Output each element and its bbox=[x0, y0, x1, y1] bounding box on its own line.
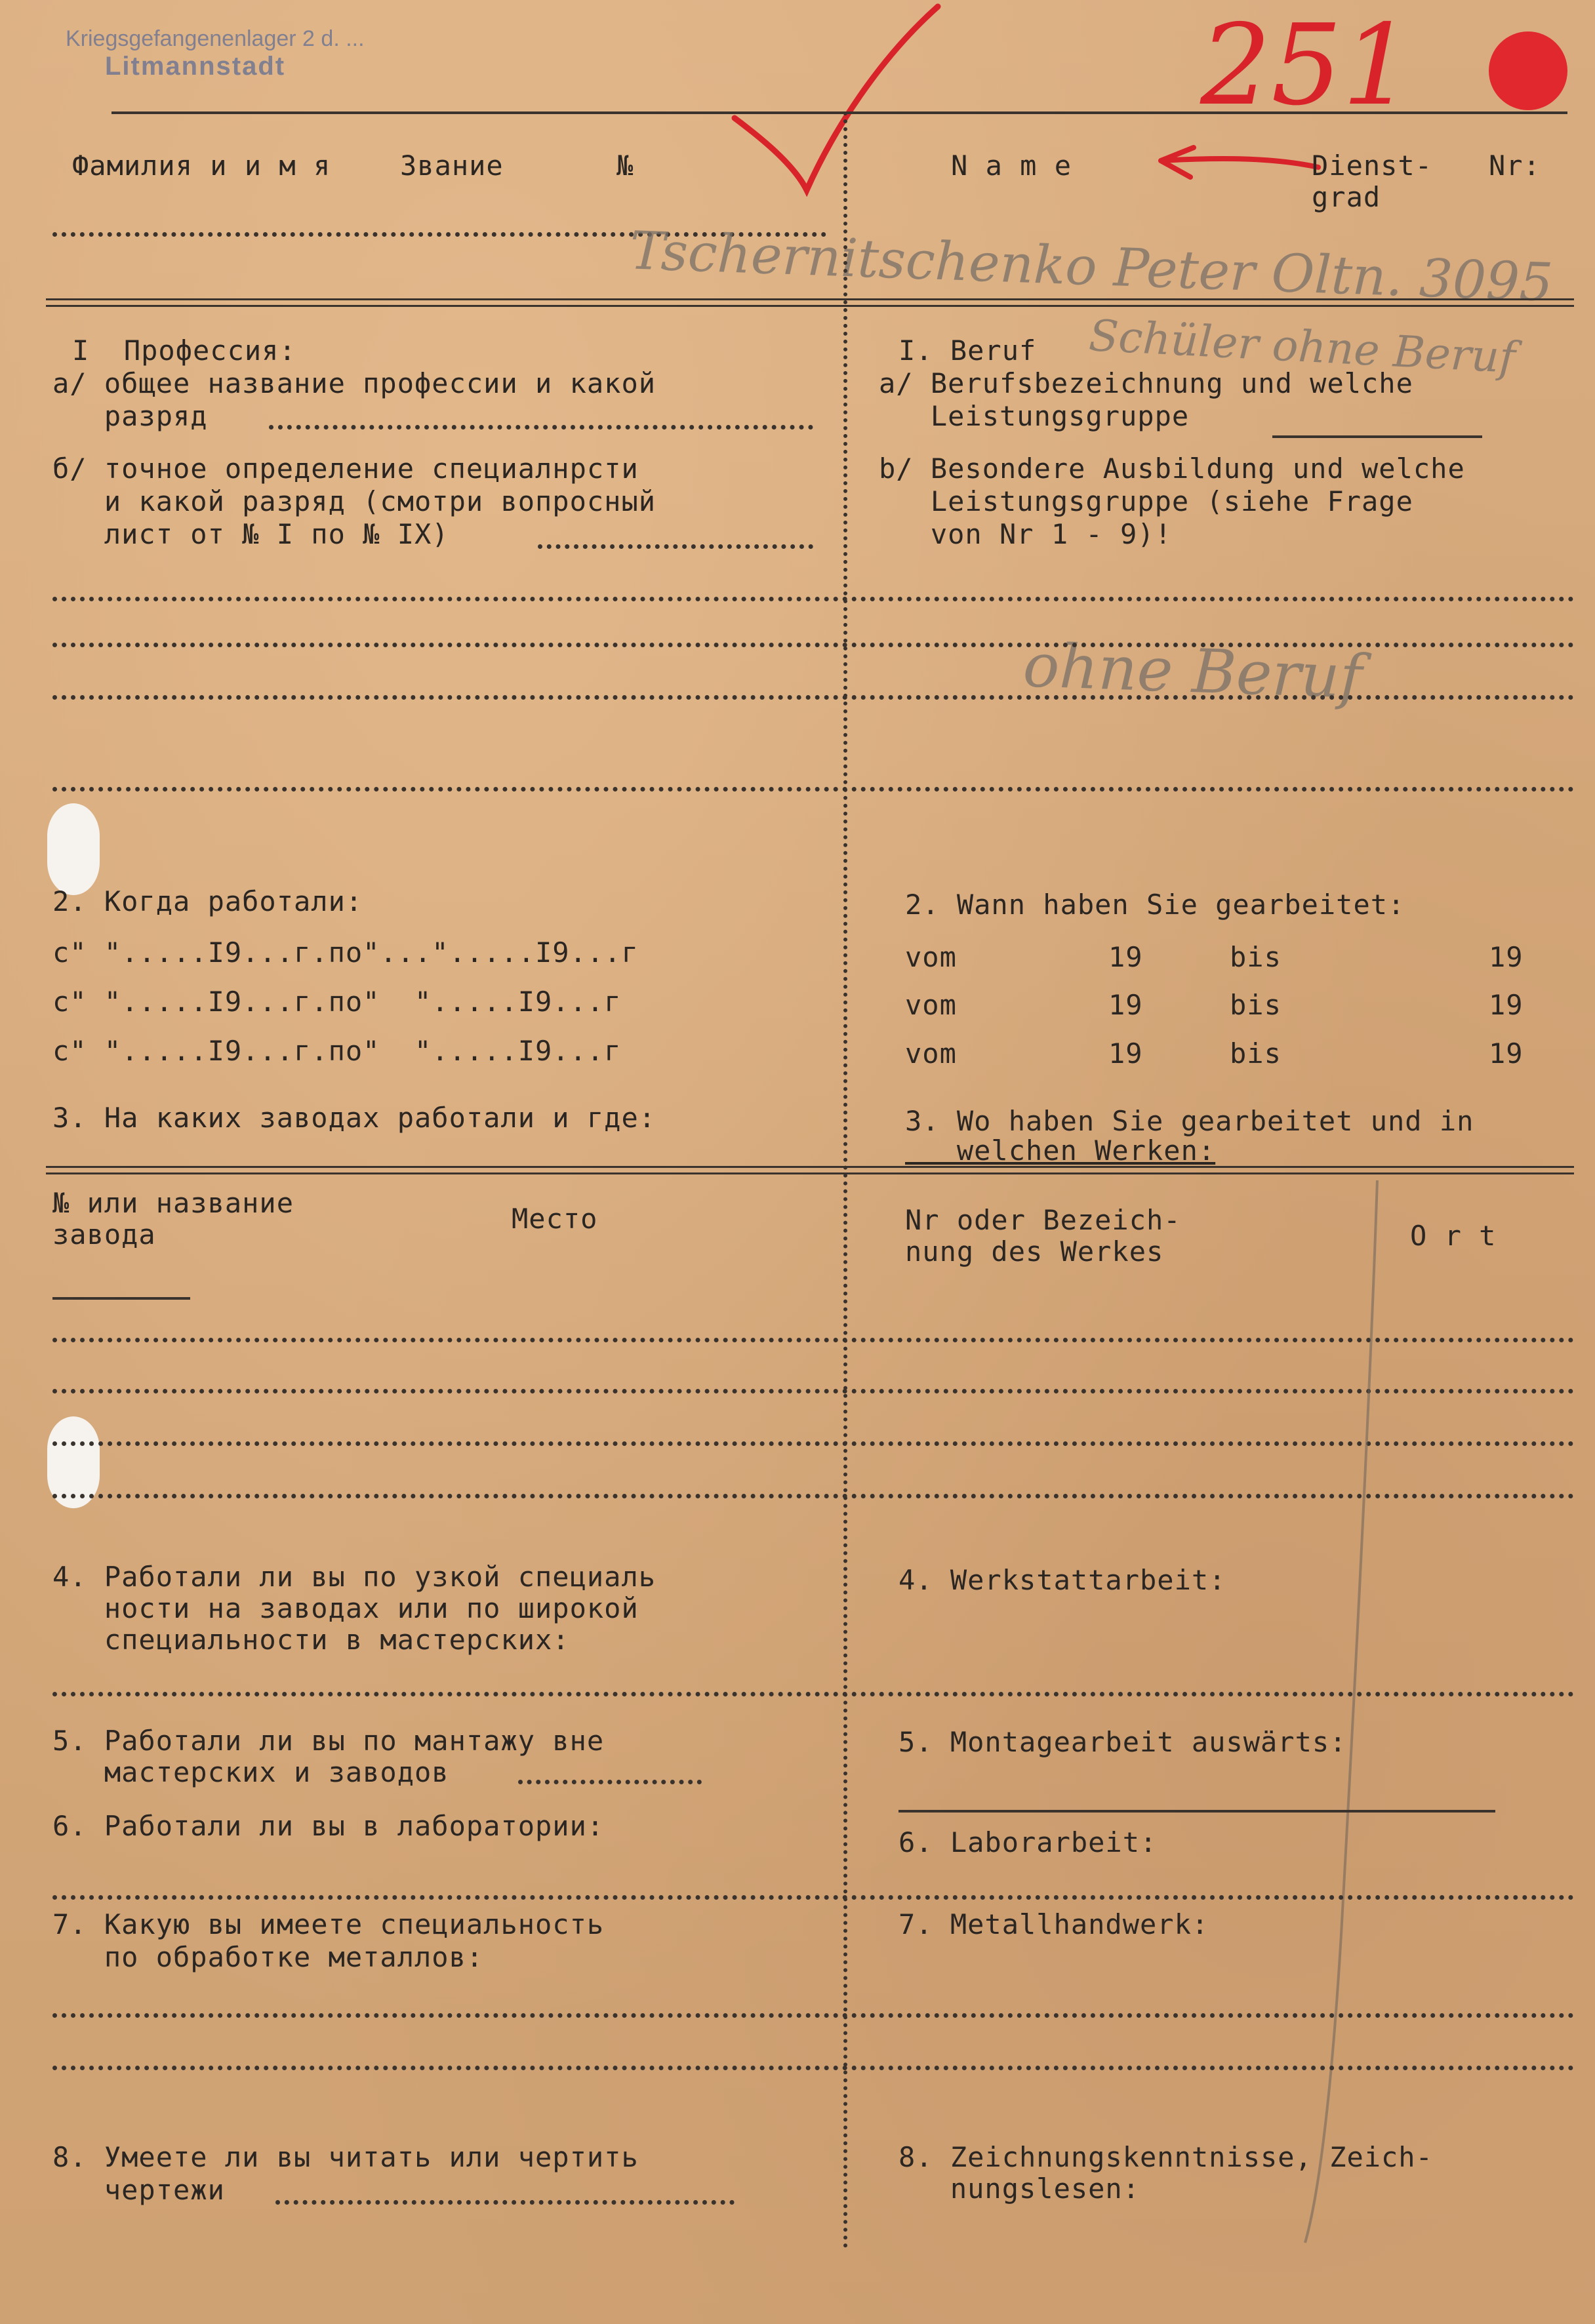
sec8-ru-1: 8. Умеете ли вы читать или чертить bbox=[52, 2141, 639, 2173]
header-de-rank-2: grad bbox=[1312, 181, 1381, 213]
sec1-ru-title: I Профессия: bbox=[72, 334, 296, 367]
sec1-ru-a2: разряд bbox=[52, 400, 208, 432]
sec8-ru-2: чертежи bbox=[52, 2174, 225, 2206]
sec1-fill-line-2 bbox=[52, 643, 1574, 647]
sec4-ru-2: ности на заводах или по широкой bbox=[52, 1592, 639, 1624]
sec2-ru-row-3: с" ".....I9...г.по" ".....I9...г bbox=[52, 1035, 622, 1067]
sec7-de: 7. Metallhandwerk: bbox=[898, 1908, 1209, 1940]
sec2-de-title: 2. Wann haben Sie gearbeitet: bbox=[905, 889, 1405, 921]
header-ru-rank: Звание bbox=[400, 150, 504, 182]
sec5-de-fill bbox=[898, 1810, 1495, 1813]
sec1-de-b3: von Nr 1 - 9)! bbox=[879, 518, 1172, 550]
sec8-ru-fill bbox=[275, 2200, 735, 2205]
column-divider bbox=[843, 111, 847, 2249]
sec2-de-row-1-y1: 19 bbox=[1108, 941, 1143, 973]
header-de-no: Nr: bbox=[1489, 150, 1541, 182]
sec3-ru-col2: Место bbox=[512, 1203, 598, 1235]
handwritten-name: Tschernitschenko Peter Oltn. 3095 bbox=[628, 220, 1554, 313]
sec2-de-row-1-from: vom bbox=[905, 941, 957, 973]
sec3-de-title-2: welchen Werken: bbox=[905, 1134, 1216, 1167]
sec5-ru-1: 5. Работали ли вы по мантажу вне bbox=[52, 1725, 605, 1757]
sec1-de-a-fill bbox=[1272, 435, 1482, 438]
sec1-de-a2: Leistungsgruppe bbox=[879, 400, 1190, 432]
camp-stamp bbox=[66, 26, 365, 81]
sec3-double-rule bbox=[46, 1166, 1574, 1174]
sec7-fill-line-1 bbox=[52, 2013, 1574, 2018]
sec1-de-b1: b/ Besondere Ausbildung und welche bbox=[879, 452, 1465, 485]
sec1-ru-a-fill bbox=[269, 425, 813, 430]
sec1-ru-b1: б/ точное определение специалнрсти bbox=[52, 452, 639, 485]
sec1-fill-line-3 bbox=[52, 695, 1574, 700]
sec3-de-col1-b: nung des Werkes bbox=[905, 1235, 1164, 1268]
sec4-fill-line bbox=[52, 1692, 1574, 1696]
header-de-name: N a m e bbox=[951, 150, 1072, 182]
sec1-de-b2: Leistungsgruppe (siehe Frage bbox=[879, 485, 1413, 517]
sec1-ru-a1: а/ общее название профессии и какой bbox=[52, 367, 656, 399]
sec7-fill-line-2 bbox=[52, 2066, 1574, 2070]
sec2-ru-row-1: с" ".....I9...г.по"...".....I9...г bbox=[52, 936, 639, 969]
sec5-ru-2: мастерских и заводов bbox=[52, 1756, 449, 1788]
header-ru-no: № bbox=[616, 150, 634, 182]
header-double-rule bbox=[46, 298, 1574, 307]
sec3-de-col2: O r t bbox=[1410, 1220, 1497, 1252]
sec4-ru-3: специальности в мастерских: bbox=[52, 1624, 570, 1656]
sec2-de-row-3-y1: 19 bbox=[1108, 1037, 1143, 1070]
sec7-ru-1: 7. Какую вы имеете специальность bbox=[52, 1908, 605, 1940]
sec2-de-row-3-y2: 19 bbox=[1489, 1037, 1524, 1070]
red-number: 251 bbox=[1200, 1, 1413, 130]
sec1-ru-b3: лист от № I по № IX) bbox=[52, 518, 449, 550]
red-seal-dot bbox=[1489, 31, 1567, 110]
sec4-ru-1: 4. Работали ли вы по узкой специаль bbox=[52, 1561, 656, 1593]
sec4-de: 4. Werkstattarbeit: bbox=[898, 1564, 1226, 1596]
sec1-de-title: I. Beruf bbox=[898, 334, 1037, 367]
sec2-ru-title: 2. Когда работали: bbox=[52, 885, 363, 917]
sec1-ru-b2: и какой разряд (смотри вопросный bbox=[52, 485, 656, 517]
sec3-header-underline bbox=[52, 1297, 190, 1300]
sec2-ru-row-2: с" ".....I9...г.по" ".....I9...г bbox=[52, 986, 622, 1018]
handwritten-ohne-beruf: ohne Beruf bbox=[1022, 630, 1363, 712]
stamp-line-1: Kriegsgefangenenlager 2 d. ... bbox=[66, 26, 365, 51]
sec6-fill-line bbox=[52, 1895, 1574, 1900]
sec8-de-2: nungslesen: bbox=[898, 2173, 1141, 2205]
handwritten-beruf: Schüler ohne Beruf bbox=[1087, 310, 1517, 383]
header-de-rank-1: Dienst- bbox=[1312, 150, 1433, 182]
sec8-de-1: 8. Zeichnungskenntnisse, Zeich- bbox=[898, 2141, 1433, 2173]
sec7-ru-2: по обработке металлов: bbox=[52, 1941, 484, 1973]
sec5-ru-fill bbox=[518, 1780, 702, 1784]
sec1-ru-b-fill bbox=[538, 544, 813, 549]
sec2-de-row-2-y1: 19 bbox=[1108, 989, 1143, 1021]
punch-hole-upper bbox=[47, 803, 100, 895]
sec3-ru-col1-b: завода bbox=[52, 1218, 156, 1251]
sec5-de: 5. Montagearbeit auswärts: bbox=[898, 1726, 1347, 1758]
sec2-de-row-2-y2: 19 bbox=[1489, 989, 1524, 1021]
sec1-fill-line-4 bbox=[52, 787, 1574, 791]
sec2-de-row-1-y2: 19 bbox=[1489, 941, 1524, 973]
sec6-de: 6. Laborarbeit: bbox=[898, 1826, 1158, 1858]
sec1-fill-line-1 bbox=[52, 597, 1574, 601]
stamp-line-2: Litmannstadt bbox=[105, 52, 286, 81]
sec2-de-row-3-from: vom bbox=[905, 1037, 957, 1070]
sec2-de-row-2-from: vom bbox=[905, 989, 957, 1021]
top-rule bbox=[111, 111, 1567, 114]
sec2-de-row-3-to: bis bbox=[1230, 1037, 1282, 1070]
red-arrow-mark bbox=[1154, 131, 1325, 184]
sec3-de-title-1: 3. Wo haben Sie gearbeitet und in bbox=[905, 1105, 1474, 1137]
header-ru-name: Фамилия и и м я bbox=[72, 150, 331, 182]
sec3-de-col1-a: Nr oder Bezeich- bbox=[905, 1204, 1181, 1236]
sec2-de-row-1-to: bis bbox=[1230, 941, 1282, 973]
sec3-ru-col1-a: № или название bbox=[52, 1187, 294, 1219]
red-check-mark bbox=[721, 0, 958, 197]
sec2-de-row-2-to: bis bbox=[1230, 989, 1282, 1021]
sec6-ru: 6. Работали ли вы в лаборатории: bbox=[52, 1810, 605, 1842]
pencil-stroke-mark bbox=[1279, 1180, 1410, 2262]
sec3-ru-title: 3. На каких заводах работали и где: bbox=[52, 1102, 656, 1134]
sec1-de-a1: a/ Berufsbezeichnung und welche bbox=[879, 367, 1413, 399]
